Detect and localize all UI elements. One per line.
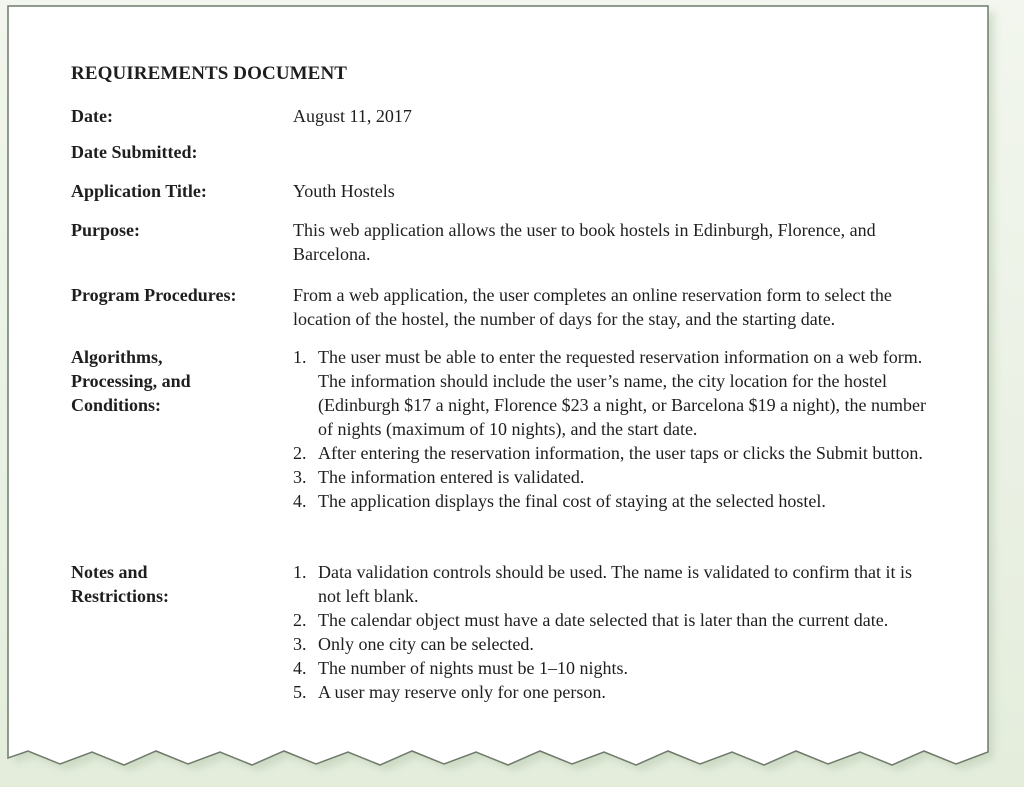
item-number: 4. [293,658,307,678]
item-text: After entering the reservation information, the user taps or clicks the Submit button. [318,443,923,463]
algorithms-label-line: Processing, and [71,371,191,391]
date-submitted-label: Date Submitted: [71,142,198,162]
program-procedures-label: Program Procedures: [71,285,237,305]
date-label: Date: [71,106,113,126]
item-number: 4. [293,491,307,511]
item-number: 2. [293,610,307,630]
application-title-value: Youth Hostels [293,181,395,201]
document-title: REQUIREMENTS DOCUMENT [71,63,348,84]
item-text: The number of nights must be 1–10 nights. [318,658,628,678]
algorithms-label [71,345,281,417]
notes-label-line: Notes and [71,562,148,582]
item-number: 1. [293,562,307,582]
item-number: 5. [293,682,307,702]
item-number: 2. [293,443,307,463]
list-item [293,680,953,704]
list-item [293,656,953,680]
list-item [293,441,933,465]
list-item [293,465,933,489]
algorithms-list [293,345,933,513]
application-title-label: Application Title: [71,181,207,201]
list-item [293,560,953,608]
algorithms-label-line: Conditions: [71,395,162,415]
notes-label-line: Restrictions: [71,586,169,606]
item-text: Only one city can be selected. [318,634,534,654]
program-procedures-value: From a web application, the user completes an online reservation form to select the location of the hostel, the number of days for the stay, and the starting date. [293,285,892,329]
list-item [293,345,933,441]
notes-label [71,560,281,608]
list-item [293,632,953,656]
item-text: The application displays the final cost of staying at the selected hostel. [318,491,826,511]
list-item [293,608,953,632]
list-item [293,489,933,513]
item-text: The calendar object must have a date selected that is later than the current date. [318,610,889,630]
item-text: The user must be able to enter the requested reservation information on a web form. The information should include the user’s name, the city location for the hostel (Edinburgh $17 a night, Florence $23 a night, or Barcelona $19 a night), the number of nights (maximum of 10 nights), and the start date. [318,347,927,439]
item-text: Data validation controls should be used. The name is validated to confirm that it is not left blank. [318,562,913,606]
notes-list [293,560,953,704]
purpose-label: Purpose: [71,220,140,240]
item-number: 1. [293,347,307,367]
item-number: 3. [293,634,307,654]
item-number: 3. [293,467,307,487]
algorithms-label-line: Algorithms, [71,347,163,367]
purpose-value: This web application allows the user to book hostels in Edinburgh, Florence, and Barcelona. [293,220,876,264]
item-text: The information entered is validated. [318,467,585,487]
item-text: A user may reserve only for one person. [318,682,606,702]
date-value: August 11, 2017 [293,106,412,126]
